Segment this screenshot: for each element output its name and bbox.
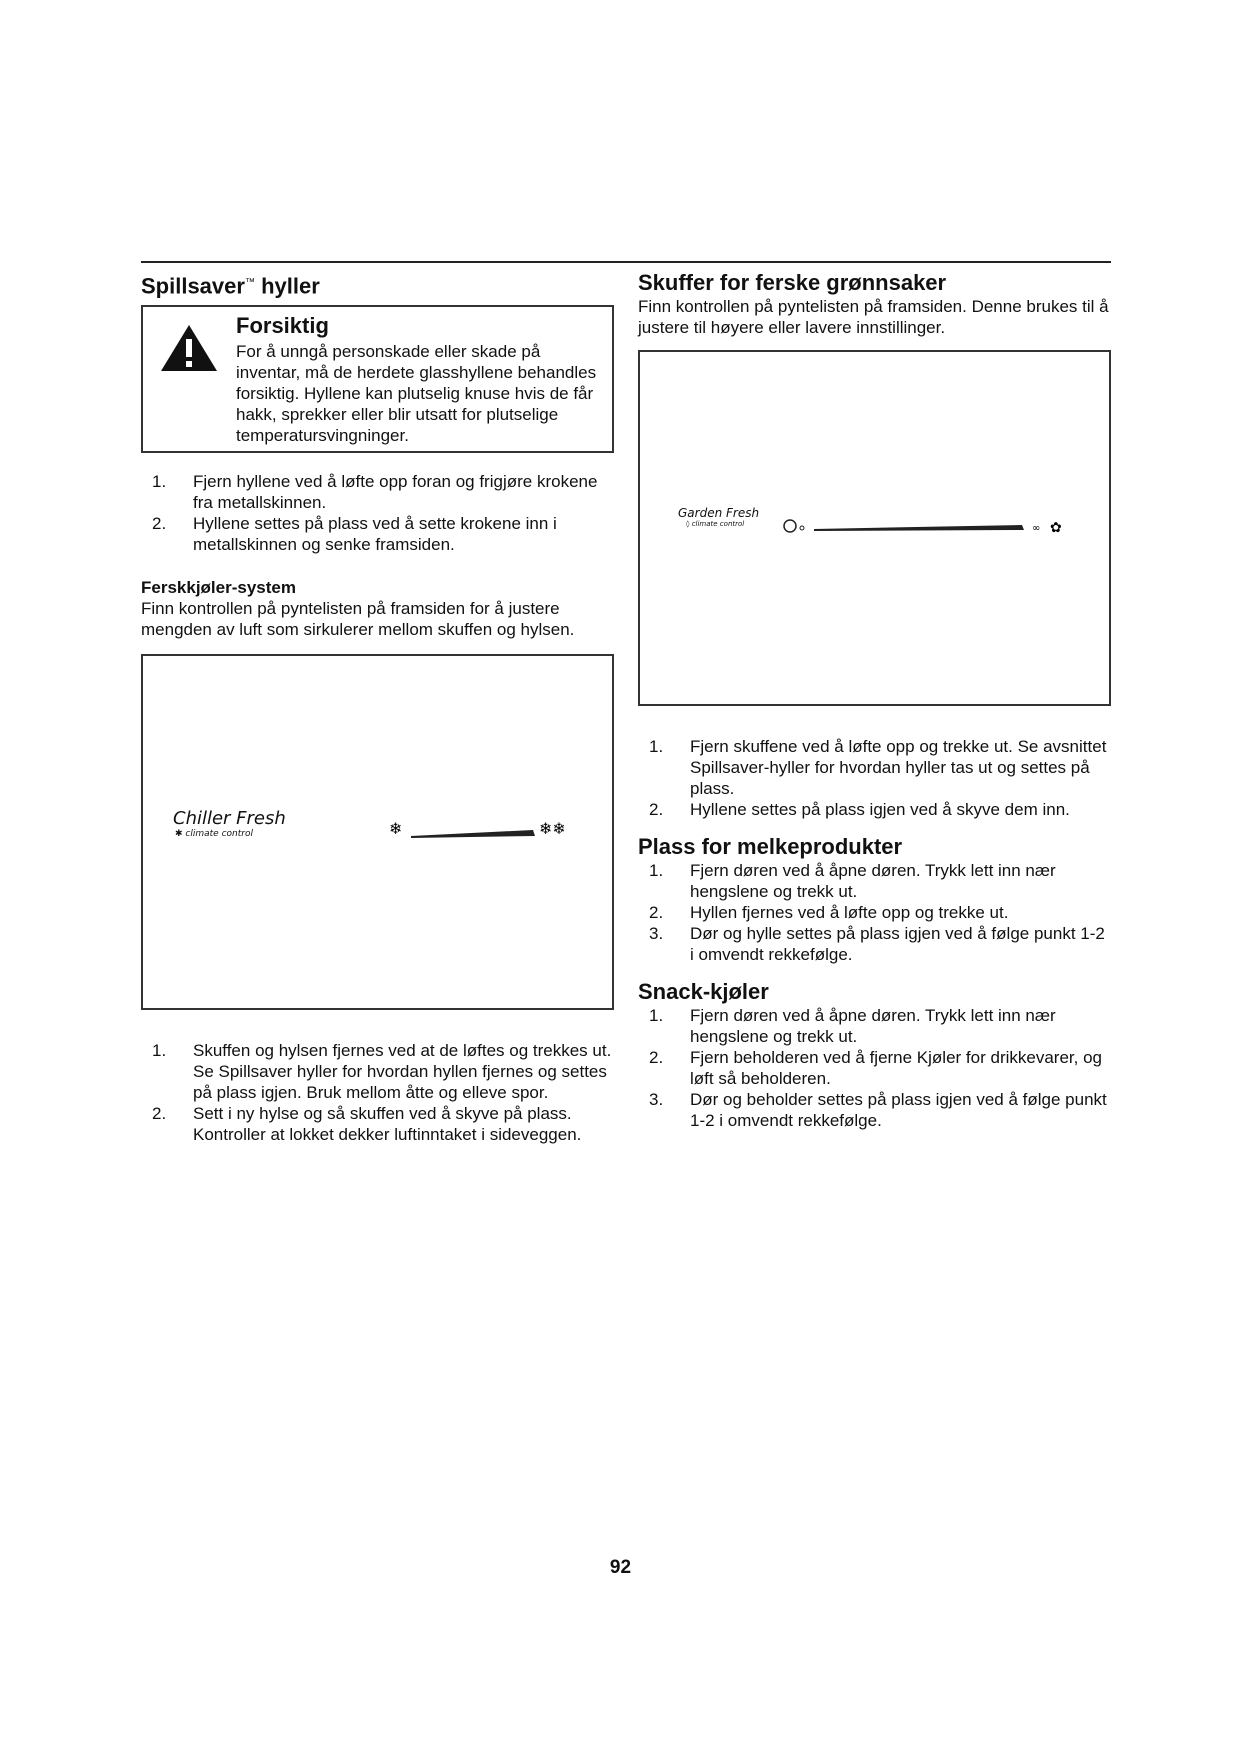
page-number: 92 [609, 1557, 632, 1578]
list-item: 2. Sett i ny hylse og så skuffen ved å skyve på plass. Kontroller at lokket dekker luftinntaket i sideveggen. [152, 1104, 582, 1145]
list-item: 2. Hyllen fjernes ved å løfte opp og trekke ut. [649, 903, 1009, 922]
vegetable-steps [638, 736, 1111, 820]
vegetables-intro: Finn kontrollen på pyntelisten på framsiden. Denne brukes til å justere til høyere eller lavere innstillinger. [638, 297, 1109, 337]
snack-steps [638, 1005, 1111, 1131]
warning-triangle-icon [159, 323, 219, 373]
garden-slider-control [782, 514, 1072, 538]
garden-fresh-logo: Garden Fresh ◊ climate control [678, 506, 760, 528]
chiller-fresh-logo: Chiller Fresh ✱ climate control [173, 808, 286, 840]
section-title-spillsaver: Spillsaver™ hyller [141, 273, 320, 299]
list-item: 2. Hyllene settes på plass ved å sette krokene inn i metallskinnen og senke framsiden. [152, 514, 557, 555]
chiller-slider-control [389, 816, 579, 846]
chiller-steps [141, 1040, 614, 1145]
apple-icon [784, 520, 796, 532]
caution-text: For å unngå personskade eller skade på inventar, må de herdete glasshyllene behandles forsiktig. Hyllene kan plutselig knuse hvis de får hakk, sprekker eller blir utsatt for plutselige temperatursvingninger. [236, 342, 597, 446]
snowflake-icon: ❄ [389, 819, 403, 839]
vegetable-icon: ✿ [1050, 520, 1062, 536]
subheading-ferskkjoler: Ferskkjøler-system [141, 578, 296, 598]
caution-heading: Forsiktig [236, 313, 329, 339]
dairy-steps [638, 860, 1111, 965]
list-item: 3. Dør og hylle settes på plass igjen ved å følge punkt 1-2 i omvendt rekkefølge. [649, 924, 1105, 964]
list-item: 2. Fjern beholderen ved å fjerne Kjøler for drikkevarer, og løft så beholderen. [649, 1048, 1102, 1088]
list-item: 1. Fjern døren ved å åpne døren. Trykk lett inn nær hengslene og trekk ut. [649, 1006, 1056, 1046]
ferskkjoler-text: Finn kontrollen på pyntelisten på framsiden for å justere mengden av luft som sirkulerer mellom skuffen og hylsen. [141, 599, 575, 640]
list-item: 1. Fjern hyllene ved å løfte opp foran og frigjøre krokene fra metallskinnen. [152, 472, 598, 513]
list-item: 1. Fjern døren ved å åpne døren. Trykk lett inn nær hengslene og trekk ut. [649, 861, 1056, 901]
right-column [638, 270, 1111, 1131]
list-item: 2. Hyllene settes på plass igjen ved å skyve dem inn. [649, 800, 1070, 819]
double-snowflake-icon: ❄❄ [539, 819, 566, 839]
left-column [141, 270, 614, 1145]
list-item: 1. Fjern skuffene ved å løfte opp og trekke ut. Se avsnittet Spillsaver-hyller for hvordan hyller tas ut og settes på plass. [649, 737, 1107, 798]
list-item: 3. Dør og beholder settes på plass igjen ved å følge punkt 1-2 i omvendt rekkefølge. [649, 1090, 1107, 1130]
caution-box [141, 305, 614, 453]
svg-text:∞: ∞ [1032, 523, 1041, 534]
section-title-vegetables: Skuffer for ferske grønnsaker [638, 270, 947, 295]
garden-fresh-figure [638, 350, 1111, 706]
list-item: 1. Skuffen og hylsen fjernes ved at de løftes og trekkes ut. Se Spillsaver hyller for hvordan hyllen fjernes og settes på plass igjen. Bruk mellom åtte og elleve spor. [152, 1041, 612, 1103]
top-rule [141, 261, 1111, 263]
spillsaver-steps [141, 471, 614, 555]
section-title-snack: Snack-kjøler [638, 979, 769, 1004]
section-title-dairy: Plass for melkeprodukter [638, 834, 903, 859]
chiller-fresh-figure [141, 654, 614, 1010]
